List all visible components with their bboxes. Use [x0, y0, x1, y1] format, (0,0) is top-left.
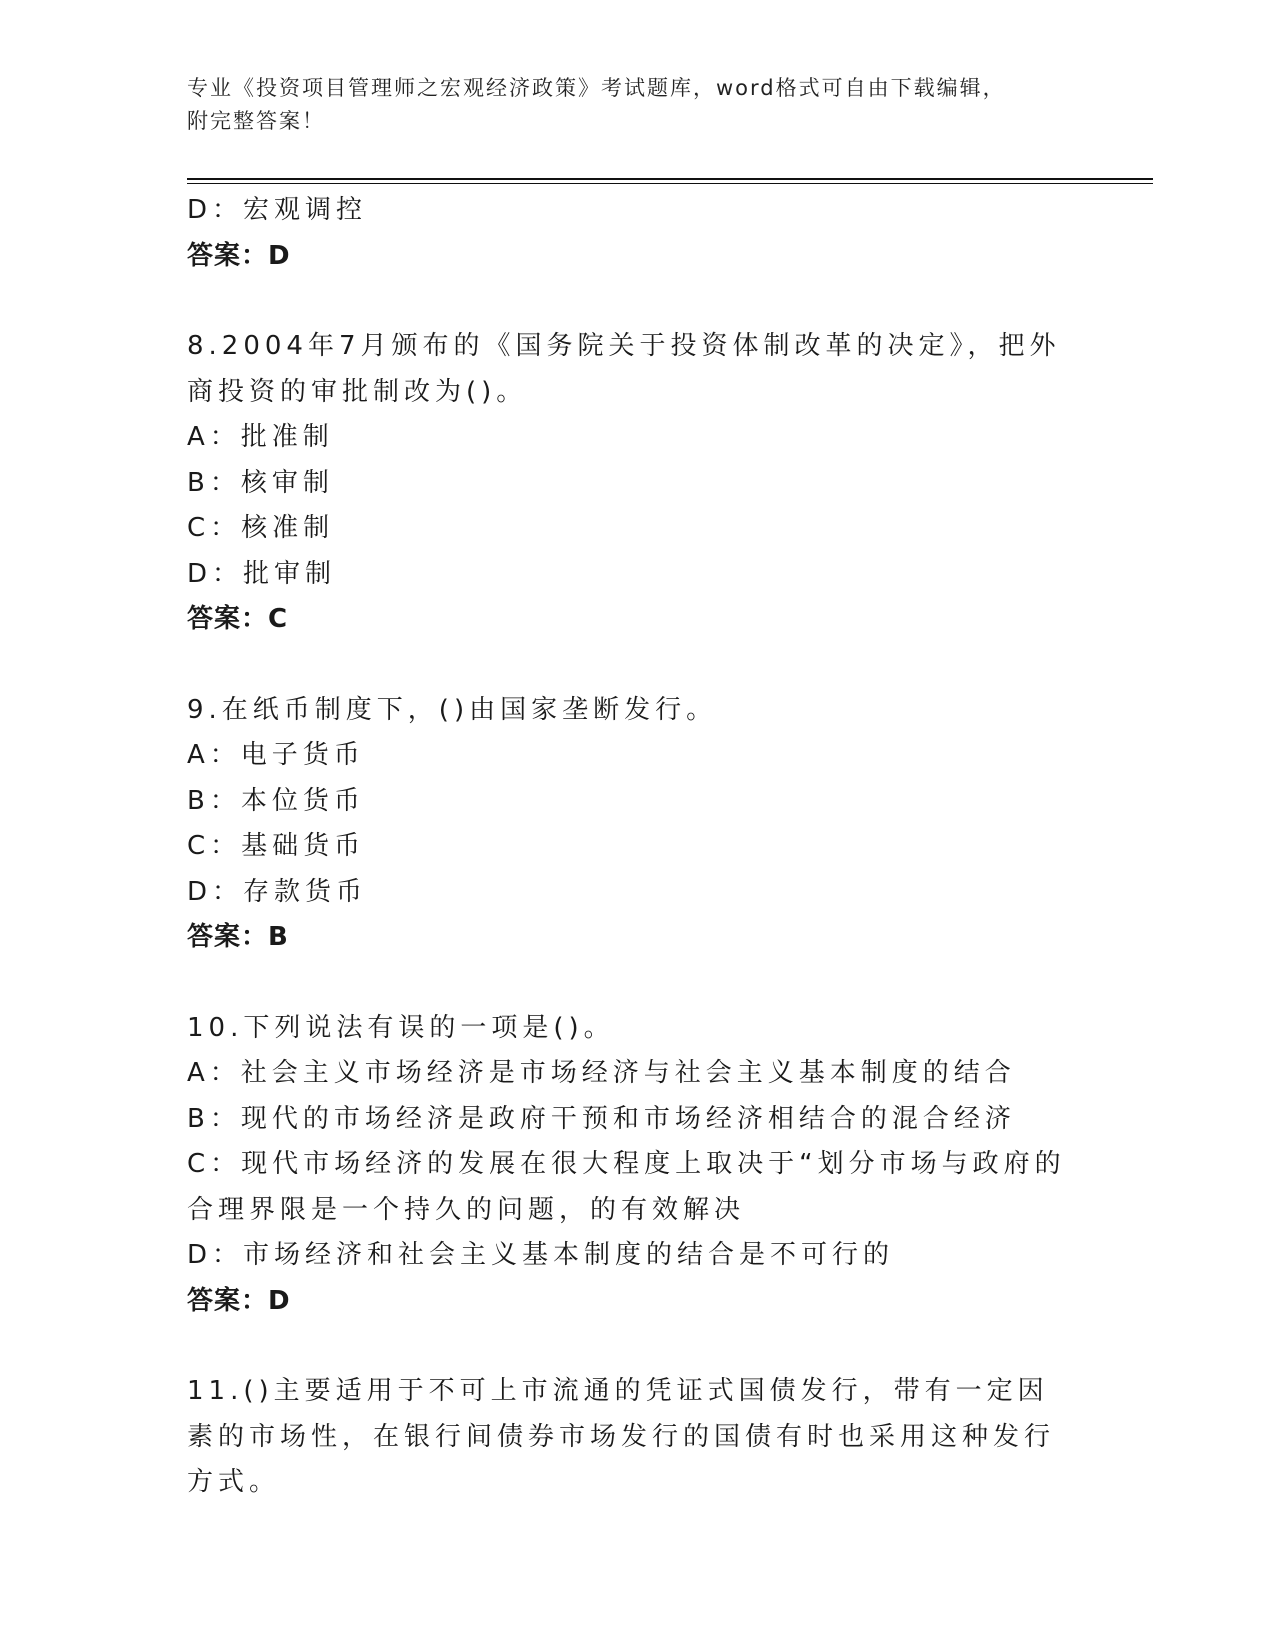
- spacer: [187, 1324, 1087, 1369]
- document-body: [187, 188, 1087, 1506]
- q9-option-c: C：基础货币: [187, 831, 366, 861]
- q10-option-a: A：社会主义市场经济是市场经济与社会主义基本制度的结合: [187, 1058, 1016, 1088]
- spacer: [187, 643, 1087, 688]
- q10-option-c: C：现代市场经济的发展在很大程度上取决于“划分市场与政府的合理界限是一个持久的问题，的有效解决: [187, 1149, 1066, 1225]
- header-line-1: 专业《投资项目管理师之宏观经济政策》考试题库，word格式可自由下载编辑，: [187, 76, 1006, 100]
- spacer: [187, 279, 1087, 324]
- q9-option-d: D：存款货币: [187, 876, 368, 907]
- header-line-2: 附完整答案！: [187, 109, 325, 133]
- page-header: [187, 72, 1067, 138]
- header-divider-thin: [187, 183, 1153, 184]
- q8-option-c: C：核准制: [187, 513, 335, 543]
- q9-answer: 答案：B: [187, 922, 289, 952]
- spacer: [187, 961, 1087, 1006]
- question-11: 11.()主要适用于不可上市流通的凭证式国债发行，带有一定因素的市场性，在银行间债券市场发行的国债有时也采用这种发行方式。: [187, 1376, 1056, 1497]
- q8-option-b: B：核审制: [187, 467, 334, 498]
- q8-answer: 答案：C: [187, 604, 289, 634]
- q8-option-a: A：批准制: [187, 422, 334, 452]
- q10-answer: 答案：D: [187, 1285, 291, 1316]
- prev-answer: 答案：D: [187, 240, 291, 271]
- question-9: 9.在纸币制度下，()由国家垄断发行。: [187, 694, 718, 725]
- q10-option-d: D：市场经济和社会主义基本制度的结合是不可行的: [187, 1240, 895, 1270]
- q10-option-b: B：现代的市场经济是政府干预和市场经济相结合的混合经济: [187, 1103, 1016, 1134]
- question-10: 10.下列说法有误的一项是()。: [187, 1012, 615, 1043]
- header-divider-thick: [187, 178, 1153, 180]
- question-8: 8.2004年7月颁布的《国务院关于投资体制改革的决定》，把外商投资的审批制改为()。: [187, 331, 1061, 407]
- q8-option-d: D：批审制: [187, 558, 337, 589]
- q9-option-a: A：电子货币: [187, 740, 365, 770]
- q9-option-b: B：本位货币: [187, 785, 365, 816]
- prev-option-d: D：宏观调控: [187, 195, 368, 225]
